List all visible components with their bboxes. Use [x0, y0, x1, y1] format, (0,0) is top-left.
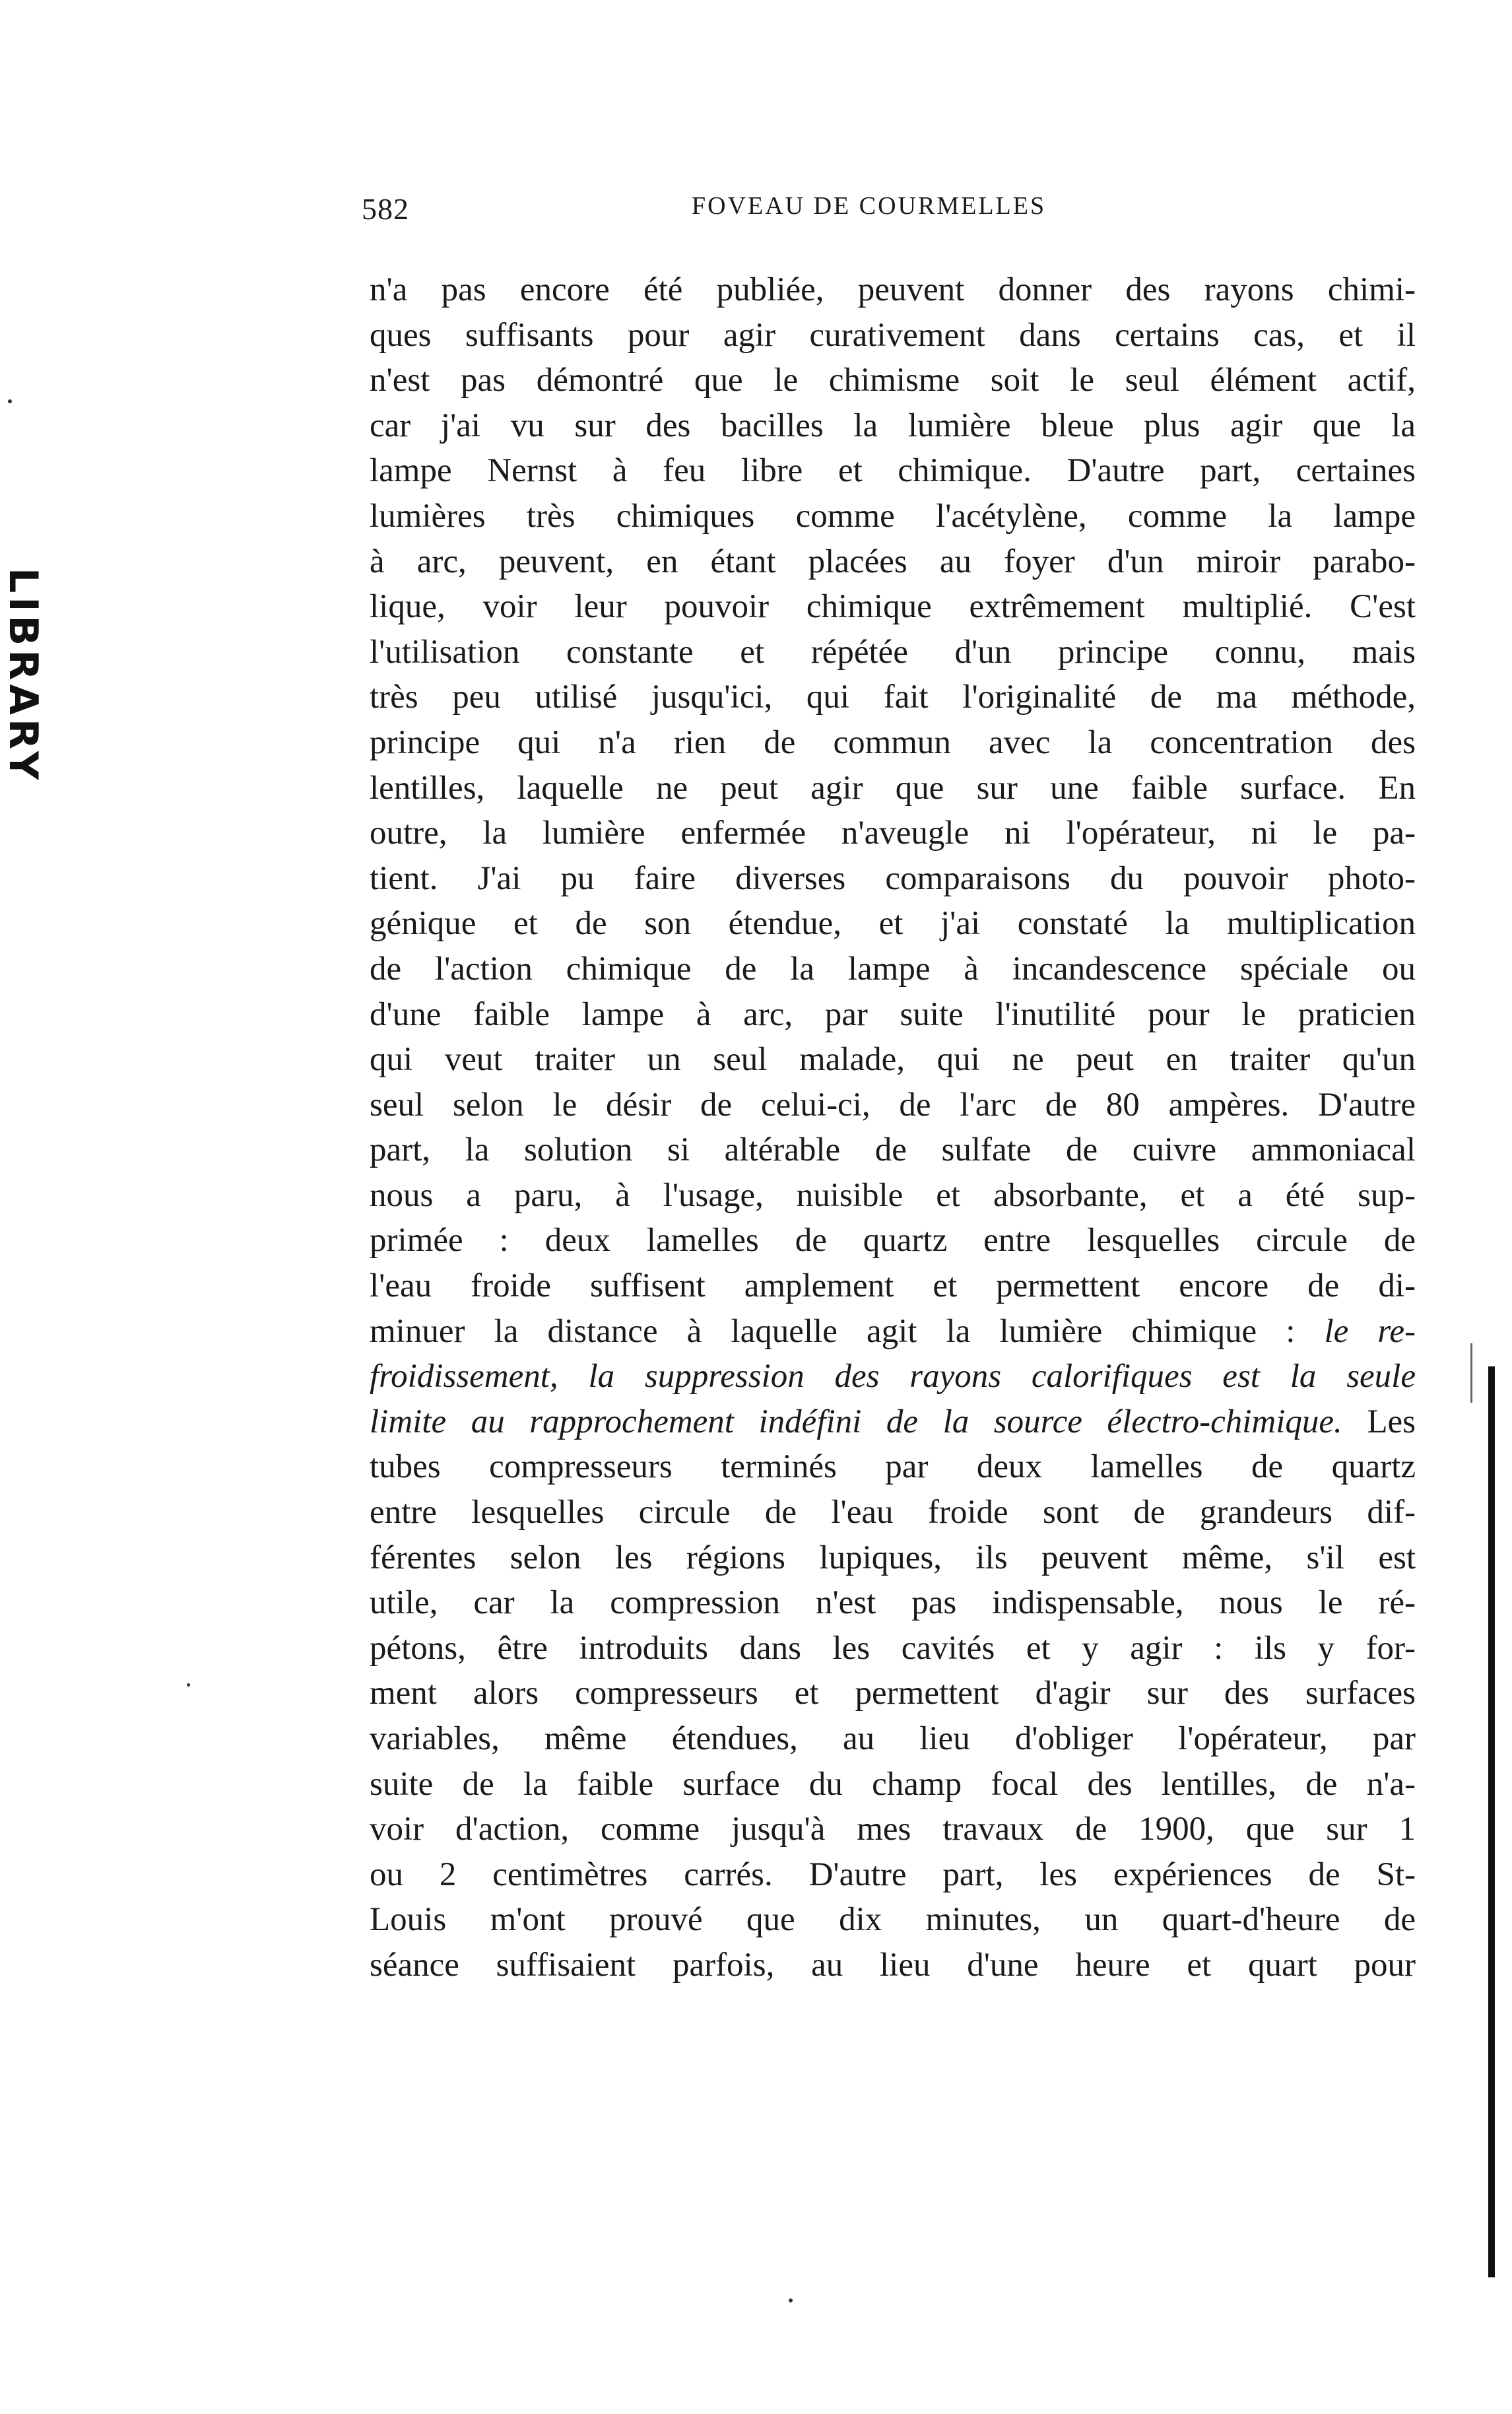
text-line: [370, 1807, 1416, 1852]
text-span: outre, la lumière enfermée n'aveugle ni l'opérateur, ni le pa-: [370, 815, 1416, 852]
text-span: très peu utilisé jusqu'ici, qui fait l'originalité de ma méthode,: [370, 679, 1416, 716]
text-span: ou 2 centimètres carrés. D'autre part, les expériences de St-: [370, 1856, 1416, 1893]
italic-text: le re-: [1324, 1312, 1416, 1350]
text-span: Louis m'ont prouvé que dix minutes, un quart-d'heure de: [370, 1901, 1416, 1939]
text-line: [370, 1671, 1416, 1716]
text-line: [370, 1263, 1416, 1309]
text-line: [370, 1716, 1416, 1762]
text-span: pétons, être introduits dans les cavités et y agir : ils y for-: [370, 1629, 1416, 1667]
text-line: [370, 811, 1416, 856]
text-line: [370, 630, 1416, 675]
text-line: [370, 1762, 1416, 1807]
library-stamp-text: LIBRARY: [0, 568, 46, 784]
text-line: [370, 947, 1416, 992]
text-line: [370, 313, 1416, 358]
text-span: entre lesquelles circule de l'eau froide sont de grandeurs dif-: [370, 1494, 1416, 1531]
text-line: [370, 494, 1416, 539]
text-span: ques suffisants pour agir curativement dans certains cas, et il: [370, 316, 1416, 354]
speck: [187, 1683, 190, 1687]
text-span: ment alors compresseurs et permettent d'agir sur des surfaces: [370, 1675, 1416, 1712]
text-span: lampe Nernst à feu libre et chimique. D'autre part, certaines: [370, 452, 1416, 490]
text-span: férentes selon les régions lupiques, ils peuvent même, s'il est: [370, 1539, 1416, 1576]
text-line: [370, 901, 1416, 947]
page-header: [362, 191, 1114, 238]
text-line: [370, 358, 1416, 403]
text-span: n'a pas encore été publiée, peuvent donner des rayons chimi-: [370, 271, 1416, 308]
text-line: [370, 1309, 1416, 1355]
text-line: [370, 1127, 1416, 1173]
speck: [8, 399, 12, 403]
speck: [789, 2298, 793, 2302]
text-line: [370, 403, 1416, 449]
text-line: [370, 766, 1416, 811]
text-line: [370, 720, 1416, 766]
text-line: [370, 1444, 1416, 1490]
text-span: utile, car la compression n'est pas indispensable, nous le ré-: [370, 1584, 1416, 1622]
text-line: [370, 675, 1416, 720]
italic-text: limite au rapprochement indéfini de la source électro-chimique.: [370, 1403, 1342, 1440]
text-span: lentilles, laquelle ne peut agir que sur une faible surface. En: [370, 769, 1416, 807]
text-line: [370, 1083, 1416, 1128]
text-line: [370, 1037, 1416, 1083]
text-line: [370, 1897, 1416, 1943]
text-span: part, la solution si altérable de sulfate de cuivre ammoniacal: [370, 1131, 1416, 1169]
text-line: [370, 1490, 1416, 1535]
text-span: génique et de son étendue, et j'ai constaté la multiplication: [370, 905, 1416, 943]
library-stamp: [0, 568, 46, 1558]
text-line: [370, 1399, 1416, 1445]
text-span: à arc, peuvent, en étant placées au foyer d'un miroir parabo-: [370, 543, 1416, 580]
text-span: car j'ai vu sur des bacilles la lumière bleue plus agir que la: [370, 407, 1416, 444]
text-span: suite de la faible surface du champ focal des lentilles, de n'a-: [370, 1765, 1416, 1803]
text-span: séance suffisaient parfois, au lieu d'une heure et quart pour: [370, 1946, 1416, 1984]
text-line: [370, 1852, 1416, 1898]
running-head: FOVEAU DE COURMELLES: [692, 192, 1047, 220]
text-line: [370, 1626, 1416, 1671]
text-span: primée : deux lamelles de quartz entre lesquelles circule de: [370, 1222, 1416, 1259]
page-number: 582: [362, 192, 409, 226]
text-span: minuer la distance à laquelle agit la lumière chimique :: [370, 1312, 1325, 1350]
text-span: d'une faible lampe à arc, par suite l'inutilité pour le praticien: [370, 995, 1416, 1033]
text-line: [370, 1218, 1416, 1263]
body-text: [370, 267, 1416, 1988]
page-edge-rule: [1488, 1366, 1495, 2277]
text-span: tient. J'ai pu faire diverses comparaisons du pouvoir photo-: [370, 859, 1416, 897]
text-span: l'utilisation constante et répétée d'un principe connu, mais: [370, 633, 1416, 671]
text-line: [370, 1943, 1416, 1988]
text-line: [370, 1354, 1416, 1399]
italic-text: froidissement, la suppression des rayons calorifiques est la seule: [370, 1358, 1416, 1395]
text-span: qui veut traiter un seul malade, qui ne peut en traiter qu'un: [370, 1041, 1416, 1079]
text-span: tubes compresseurs terminés par deux lamelles de quartz: [370, 1448, 1416, 1486]
text-span: principe qui n'a rien de commun avec la concentration des: [370, 723, 1416, 761]
text-line: [370, 1535, 1416, 1581]
text-line: [370, 267, 1416, 313]
text-span: Les: [1342, 1403, 1416, 1440]
text-span: seul selon le désir de celui-ci, de l'arc de 80 ampères. D'autre: [370, 1086, 1416, 1123]
text-span: variables, même étendues, au lieu d'obliger l'opérateur, par: [370, 1720, 1416, 1757]
text-line: [370, 448, 1416, 494]
text-line: [370, 992, 1416, 1038]
text-line: [370, 1173, 1416, 1219]
margin-mark: [1470, 1343, 1472, 1403]
text-span: lique, voir leur pouvoir chimique extrêmement multiplié. C'est: [370, 588, 1416, 626]
text-span: n'est pas démontré que le chimisme soit le seul élément actif,: [370, 362, 1416, 399]
text-span: nous a paru, à l'usage, nuisible et absorbante, et a été sup-: [370, 1176, 1416, 1214]
text-line: [370, 856, 1416, 902]
text-span: voir d'action, comme jusqu'à mes travaux de 1900, que sur 1: [370, 1811, 1416, 1848]
text-span: lumières très chimiques comme l'acétylène, comme la lampe: [370, 497, 1416, 535]
text-line: [370, 1580, 1416, 1626]
text-span: de l'action chimique de la lampe à incandescence spéciale ou: [370, 950, 1416, 988]
text-line: [370, 584, 1416, 630]
text-span: l'eau froide suffisent amplement et permettent encore de di-: [370, 1267, 1416, 1305]
text-line: [370, 539, 1416, 585]
